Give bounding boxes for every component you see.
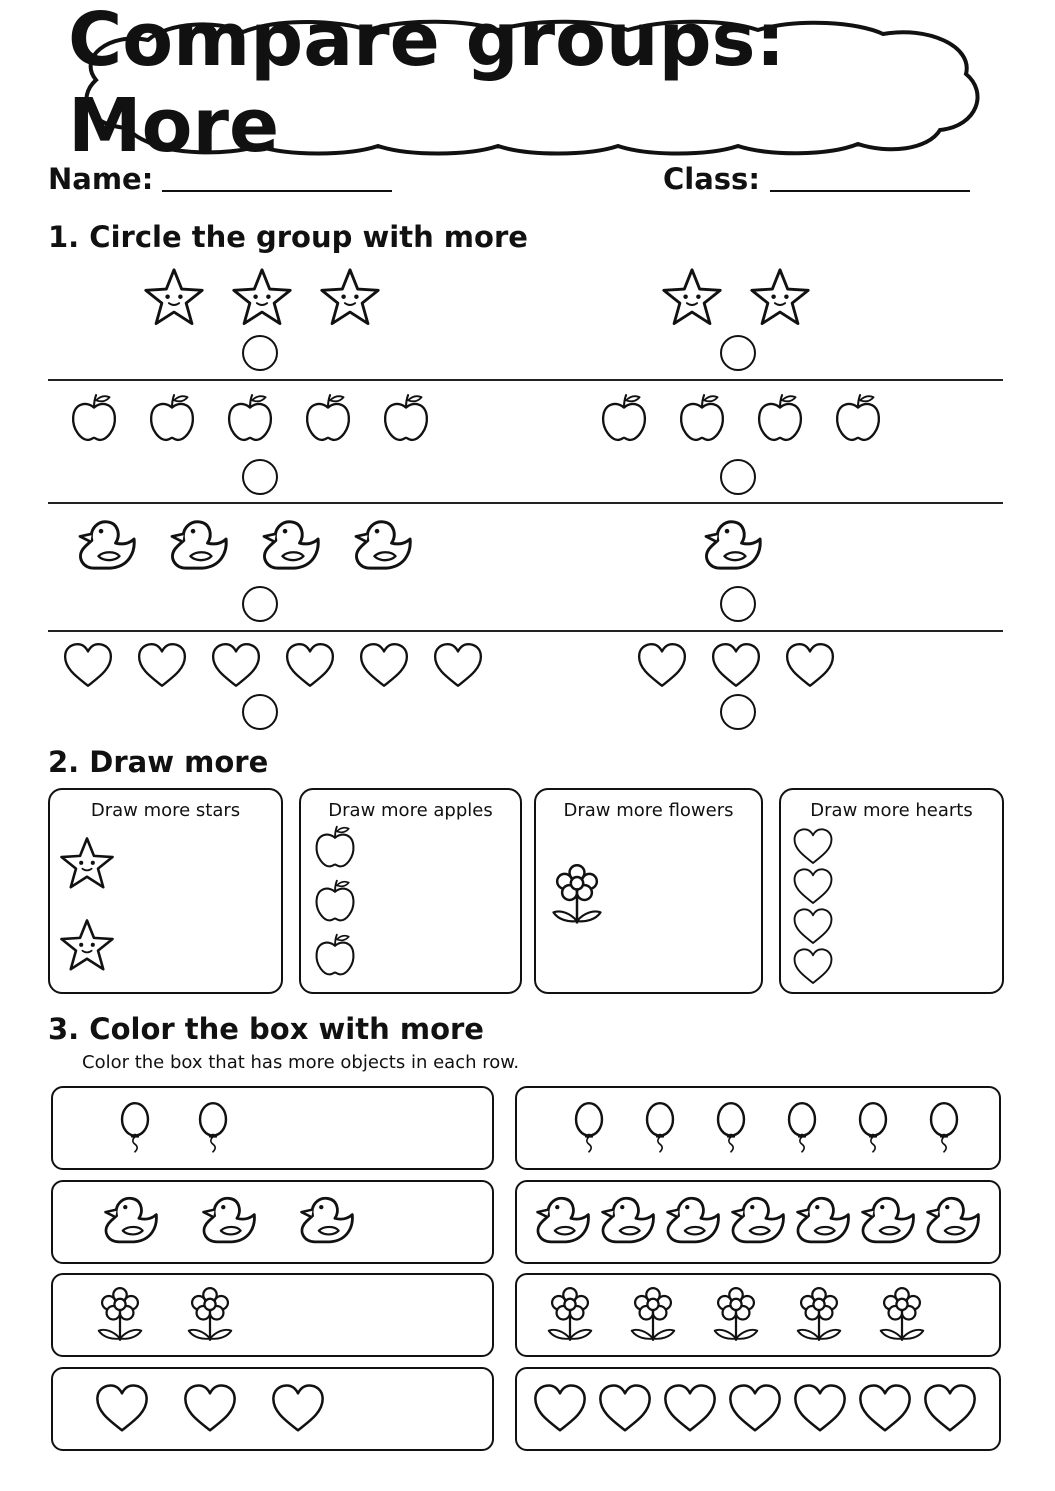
name-label: Name: <box>48 162 154 196</box>
section3-title: 3. Color the box with more <box>48 1012 484 1046</box>
heart-icon <box>636 640 688 692</box>
apple-icon <box>312 932 358 978</box>
apple-icon <box>146 392 198 444</box>
balloon-icon <box>704 1101 758 1155</box>
page-title: Compare groups: More <box>68 0 786 169</box>
apple-icon <box>224 392 276 444</box>
balloon-icon <box>917 1101 971 1155</box>
duck-icon <box>196 1191 258 1253</box>
heart-icon <box>792 826 834 868</box>
heart-icon <box>358 640 410 692</box>
star-icon <box>142 266 206 330</box>
apple-icon <box>676 392 728 444</box>
duck-icon <box>98 1191 160 1253</box>
flower-icon <box>791 1287 847 1343</box>
apple-icon <box>380 392 432 444</box>
duck-icon <box>595 1191 657 1253</box>
duck-icon <box>790 1191 852 1253</box>
heart-icon <box>792 866 834 908</box>
draw-box-label: Draw more apples <box>328 800 493 821</box>
apple-icon <box>312 824 358 870</box>
apple-icon <box>312 878 358 924</box>
flower-icon <box>542 1287 598 1343</box>
heart-icon <box>62 640 114 692</box>
apple-icon <box>832 392 884 444</box>
apple-icon <box>598 392 650 444</box>
heart-icon <box>792 1381 848 1437</box>
name-field[interactable] <box>162 190 392 192</box>
balloon-icon <box>846 1101 900 1155</box>
flower-icon <box>874 1287 930 1343</box>
heart-icon <box>792 946 834 988</box>
duck-icon <box>698 514 764 580</box>
star-icon <box>58 835 116 893</box>
heart-icon <box>857 1381 913 1437</box>
class-field[interactable] <box>770 190 970 192</box>
heart-icon <box>432 640 484 692</box>
heart-icon <box>532 1381 588 1437</box>
row-divider <box>48 630 1003 632</box>
heart-icon <box>662 1381 718 1437</box>
section1-title: 1. Circle the group with more <box>48 220 528 254</box>
flower-icon <box>182 1287 238 1343</box>
draw-box-label: Draw more flowers <box>563 800 734 821</box>
balloon-icon <box>562 1101 616 1155</box>
duck-icon <box>920 1191 982 1253</box>
answer-circle[interactable] <box>242 335 278 371</box>
heart-icon <box>597 1381 653 1437</box>
answer-circle[interactable] <box>242 694 278 730</box>
balloon-icon <box>186 1101 240 1155</box>
answer-circle[interactable] <box>720 586 756 622</box>
duck-icon <box>348 514 414 580</box>
draw-box-label: Draw more hearts <box>810 800 973 821</box>
duck-icon <box>855 1191 917 1253</box>
balloon-icon <box>633 1101 687 1155</box>
heart-icon <box>710 640 762 692</box>
apple-icon <box>302 392 354 444</box>
heart-icon <box>922 1381 978 1437</box>
duck-icon <box>256 514 322 580</box>
heart-icon <box>727 1381 783 1437</box>
star-icon <box>318 266 382 330</box>
draw-box-label: Draw more stars <box>90 800 241 821</box>
heart-icon <box>182 1381 238 1437</box>
class-label: Class: <box>663 162 760 196</box>
star-icon <box>230 266 294 330</box>
star-icon <box>660 266 724 330</box>
heart-icon <box>210 640 262 692</box>
duck-icon <box>72 514 138 580</box>
balloon-icon <box>775 1101 829 1155</box>
answer-circle[interactable] <box>242 586 278 622</box>
duck-icon <box>294 1191 356 1253</box>
row-divider <box>48 379 1003 381</box>
heart-icon <box>792 906 834 948</box>
star-icon <box>748 266 812 330</box>
answer-circle[interactable] <box>242 459 278 495</box>
apple-icon <box>754 392 806 444</box>
balloon-icon <box>108 1101 162 1155</box>
heart-icon <box>270 1381 326 1437</box>
star-icon <box>58 917 116 975</box>
heart-icon <box>784 640 836 692</box>
section3-instruction: Color the box that has more objects in each row. <box>82 1052 520 1073</box>
heart-icon <box>136 640 188 692</box>
duck-icon <box>660 1191 722 1253</box>
heart-icon <box>94 1381 150 1437</box>
heart-icon <box>284 640 336 692</box>
flower-icon <box>92 1287 148 1343</box>
section2-title: 2. Draw more <box>48 745 269 779</box>
duck-icon <box>725 1191 787 1253</box>
flower-icon <box>708 1287 764 1343</box>
answer-circle[interactable] <box>720 694 756 730</box>
duck-icon <box>164 514 230 580</box>
answer-circle[interactable] <box>720 459 756 495</box>
flower-icon <box>546 864 608 926</box>
apple-icon <box>68 392 120 444</box>
flower-icon <box>625 1287 681 1343</box>
row-divider <box>48 502 1003 504</box>
answer-circle[interactable] <box>720 335 756 371</box>
duck-icon <box>530 1191 592 1253</box>
